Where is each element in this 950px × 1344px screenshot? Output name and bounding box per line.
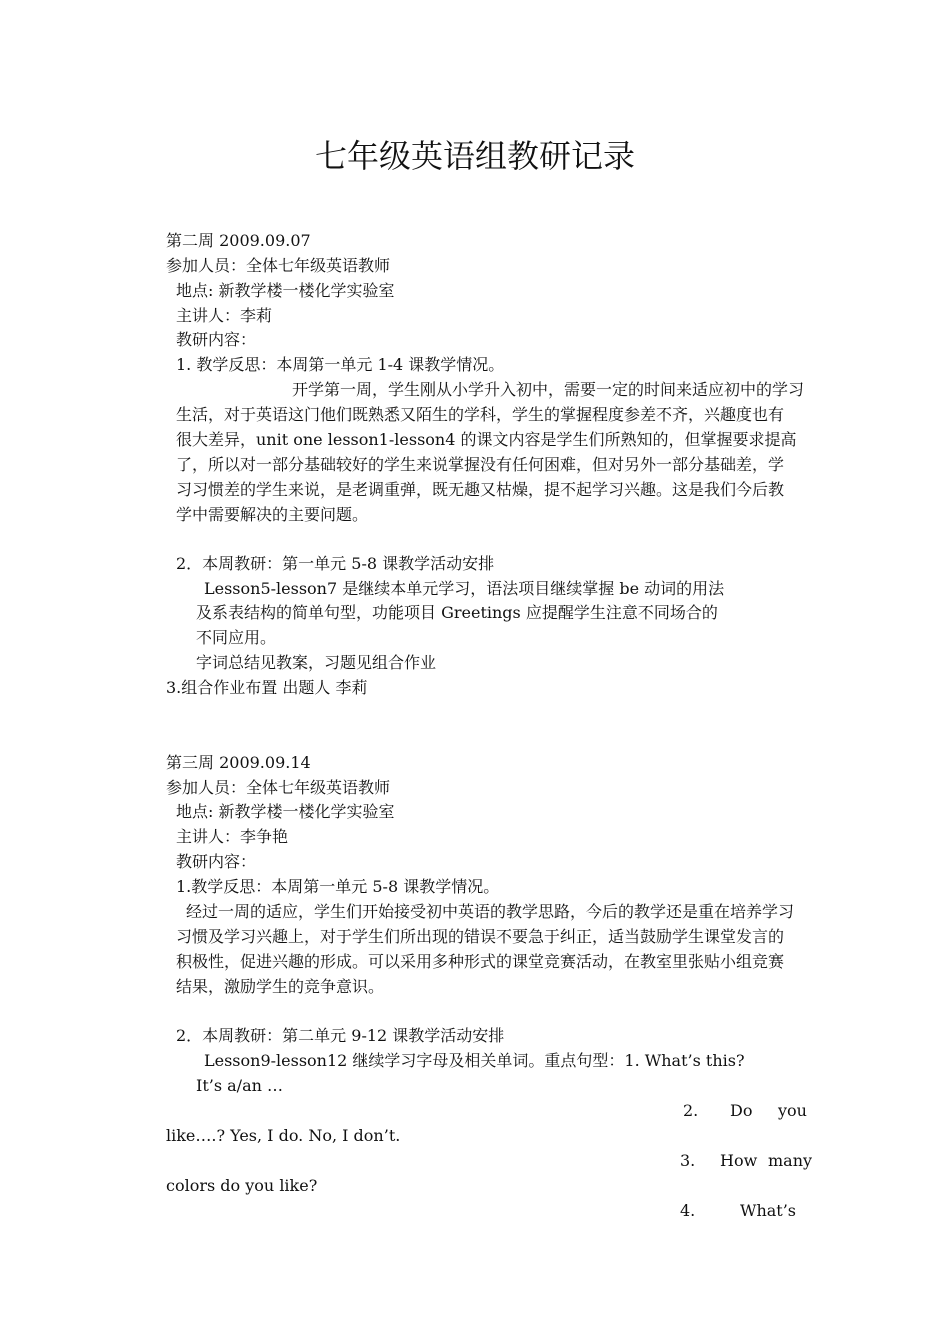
week3-item1-title: 1.教学反思：本周第一单元 5-8 课教学情况。 [176, 877, 500, 896]
week3-item1-line: 习惯及学习兴趣上，对于学生们所出现的错误不要急于纠正，适当鼓励学生课堂发言的 [176, 927, 785, 946]
week2-location: 地点: 新教学楼一楼化学实验室 [176, 281, 395, 300]
week3-item1-line: 结果，激励学生的竞争意识。 [176, 977, 385, 996]
week2-item1-line: 开学第一周，学生刚从小学升入初中，需要一定的时间来适应初中的学习 [292, 380, 805, 399]
week2-item1-line: 学中需要解决的主要问题。 [176, 505, 369, 524]
week2-item1-line: 了，所以对一部分基础较好的学生来说掌握没有任何困难，但对另外一部分基础差，学 [176, 455, 785, 474]
week3-item2-title: 2．本周教研：第二单元 9-12 课教学活动安排 [176, 1026, 505, 1045]
pattern3-word: many [768, 1151, 813, 1170]
week2-item2-line: 不同应用。 [196, 628, 277, 647]
pattern3-continuation: colors do you like? [166, 1176, 318, 1195]
pattern4-number: 4. [680, 1201, 696, 1220]
week2-item1-line: 很大差异，unit one lesson1-lesson4 的课文内容是学生们所熟知的，但掌握要求提高 [176, 430, 797, 449]
pattern2-continuation: like….? Yes, I do. No, I don’t. [166, 1126, 401, 1145]
pattern4-word: What’s [740, 1201, 797, 1220]
week3-speaker: 主讲人：李争艳 [176, 827, 289, 846]
pattern2-word: Do [730, 1101, 753, 1120]
week2-speaker: 主讲人：李莉 [176, 306, 273, 325]
week3-item2-line: It’s a/an … [196, 1076, 283, 1095]
week2-item2-line: Lesson5-lesson7 是继续本单元学习，语法项目继续掌握 be 动词的用法 [204, 579, 725, 598]
week3-participants: 参加人员：全体七年级英语教师 [166, 778, 391, 797]
week2-item1-line: 习习惯差的学生来说，是老调重弹，既无趣又枯燥，提不起学习兴趣。这是我们今后教 [176, 480, 785, 499]
pattern3-number: 3. [680, 1151, 696, 1170]
week2-item1-title: 1. 教学反思：本周第一单元 1-4 课教学情况。 [176, 355, 505, 374]
week2-item2-line: 及系表结构的简单句型，功能项目 Greetings 应提醒学生注意不同场合的 [196, 603, 718, 622]
week2-item1-line: 生活，对于英语这门他们既熟悉又陌生的学科，学生的掌握程度参差不齐，兴趣度也有 [176, 405, 785, 424]
pattern3-word: How [720, 1151, 758, 1170]
week2-content-label: 教研内容： [176, 330, 257, 349]
week2-date: 第二周 2009.09.07 [166, 231, 311, 250]
pattern2-word: you [778, 1101, 807, 1120]
week3-item2-line: Lesson9-lesson12 继续学习字母及相关单词。重点句型：1. What’s this? [204, 1051, 745, 1070]
week2-item2-line: 字词总结见教案，习题见组合作业 [196, 653, 437, 672]
week2-item3: 3.组合作业布置 出题人 李莉 [166, 678, 368, 697]
week3-item1-line: 经过一周的适应，学生们开始接受初中英语的教学思路，今后的教学还是重在培养学习 [186, 902, 795, 921]
week3-item1-line: 积极性，促进兴趣的形成。可以采用多种形式的课堂竞赛活动，在教室里张贴小组竞赛 [176, 952, 785, 971]
pattern2-number: 2. [683, 1101, 699, 1120]
week3-date: 第三周 2009.09.14 [166, 753, 311, 772]
week2-item2-title: 2．本周教研：第一单元 5-8 课教学活动安排 [176, 554, 495, 573]
week2-participants: 参加人员：全体七年级英语教师 [166, 256, 391, 275]
week3-location: 地点: 新教学楼一楼化学实验室 [176, 802, 395, 821]
page-title: 七年级英语组教研记录 [314, 137, 635, 175]
week3-content-label: 教研内容： [176, 852, 257, 871]
